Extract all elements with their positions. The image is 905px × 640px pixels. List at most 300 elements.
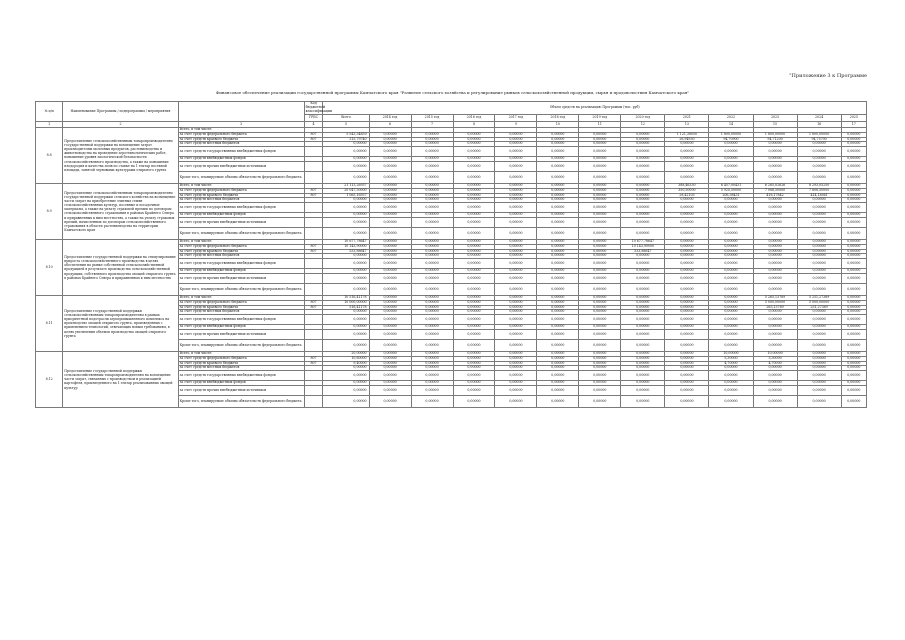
grbs-code [304, 217, 323, 227]
amount-cell: 0,00000 [797, 244, 841, 249]
amount-cell: 0,00000 [537, 305, 579, 310]
amount-cell: 0,00000 [621, 269, 665, 274]
amount-cell: 0,00000 [323, 217, 369, 227]
amount-cell: 0,00000 [753, 385, 797, 395]
amount-cell: 0,00000 [709, 371, 753, 381]
amount-cell: 10 516,41178 [323, 295, 369, 300]
amount-cell: 4,70000 [753, 361, 797, 366]
grbs-code: 807 [304, 249, 323, 254]
amount-cell: 0,00000 [537, 315, 579, 325]
amount-cell: 0,00000 [579, 249, 621, 254]
amount-cell: 0,00000 [709, 142, 753, 147]
amount-cell: 0,00000 [579, 213, 621, 218]
amount-cell: 0,00000 [579, 339, 621, 351]
amount-cell: 0,00000 [369, 198, 411, 203]
funding-source: за счет средств местных бюджетов [178, 310, 304, 315]
amount-cell: 0,00000 [709, 300, 753, 305]
amount-cell: 0,00000 [753, 395, 797, 407]
amount-cell: 1 800,00000 [753, 132, 797, 137]
header-year: 2024 [797, 115, 841, 122]
amount-cell: 0,00000 [665, 381, 709, 386]
amount-cell: 0,00000 [579, 239, 621, 244]
amount-cell: 0,00000 [369, 269, 411, 274]
amount-cell: 0,00000 [537, 183, 579, 188]
amount-cell: 0,00000 [797, 325, 841, 330]
amount-cell: 0,00000 [537, 329, 579, 339]
amount-cell: 0,00000 [495, 171, 537, 183]
header-year: Всего [323, 115, 369, 122]
amount-cell: 0,00000 [709, 310, 753, 315]
amount-cell: 0,00000 [579, 273, 621, 283]
amount-cell: 0,00000 [537, 249, 579, 254]
amount-cell: 0,00000 [495, 239, 537, 244]
amount-cell: 0,00000 [621, 137, 665, 142]
amount-cell: 0,00000 [495, 371, 537, 381]
amount-cell: 0,00000 [369, 254, 411, 259]
amount-cell: 0,00000 [579, 171, 621, 183]
amount-cell: 0,00000 [369, 395, 411, 407]
amount-cell: 0,00000 [841, 305, 866, 310]
funding-source: за счет средств местных бюджетов [178, 142, 304, 147]
grbs-code [304, 339, 323, 351]
measure-name: Предоставление сельскохозяйственным товаропроизводителям государственной поддержки на возмещение затрат производителям молочных продуктов, растениеводства и животноводства на проведение агротехнологических работ, повышение уровня экологической безопасности сельскохозяйственного производства, а также на повышение плодородия и качества почв по ставке на 1 гектар посевной площади, занятой зерновыми культурами открытого грунта [63, 128, 178, 184]
amount-cell: 0,00000 [797, 356, 841, 361]
amount-cell: 0,00000 [709, 171, 753, 183]
header-name: Наименование Программы / подпрограммы / мероприятия [63, 102, 178, 122]
amount-cell: 0,00000 [579, 329, 621, 339]
measure-name: Предоставление государственной поддержки на стимулирование прироста сельскохозяйственного производства в целях обеспечения на рынке собственной сельскохозяйственной продукцией в результате производства сельскохозяйственной продукции, собственного производства овощей открытого грунта в районах Крайнего Севера и приравненных к ним местностях [63, 239, 178, 295]
amount-cell: 0,00000 [323, 371, 369, 381]
amount-cell: 0,00000 [709, 157, 753, 162]
grbs-code [304, 395, 323, 407]
amount-cell: 0,00000 [453, 217, 495, 227]
amount-cell: 0,00000 [753, 259, 797, 269]
amount-cell: 0,00000 [453, 227, 495, 239]
amount-cell: 0,00000 [369, 351, 411, 356]
amount-cell: 0,00000 [665, 203, 709, 213]
amount-cell: 0,00000 [665, 273, 709, 283]
amount-cell: 0,00000 [495, 213, 537, 218]
amount-cell: 0,00000 [579, 157, 621, 162]
amount-cell: 0,00000 [621, 300, 665, 305]
amount-cell: 0,00000 [665, 315, 709, 325]
amount-cell: 10 143,90000 [323, 244, 369, 249]
funding-source: за счет средств прочих внебюджетных источников [178, 385, 304, 395]
amount-cell: 0,00000 [369, 203, 411, 213]
amount-cell: 0,00000 [665, 157, 709, 162]
amount-cell: 94,71200 [753, 137, 797, 142]
amount-cell: 0,00000 [665, 295, 709, 300]
amount-cell: 0,00000 [537, 203, 579, 213]
amount-cell: 0,00000 [579, 183, 621, 188]
amount-cell: 0,00000 [495, 254, 537, 259]
amount-cell: 0,00000 [495, 183, 537, 188]
amount-cell: 0,00000 [495, 381, 537, 386]
amount-cell: 0,00000 [453, 188, 495, 193]
header-amount: Объем средств на реализацию Программы (тыс. руб) [323, 102, 867, 115]
amount-cell: 0,00000 [453, 351, 495, 356]
amount-cell: 0,00000 [665, 395, 709, 407]
amount-cell: 0,00000 [369, 161, 411, 171]
header-year: 2017 год [495, 115, 537, 122]
amount-cell: 0,00000 [495, 157, 537, 162]
amount-cell: 0,00000 [841, 361, 866, 366]
amount-cell: 0,00000 [323, 147, 369, 157]
amount-cell: 0,00000 [753, 157, 797, 162]
grbs-code [304, 371, 323, 381]
amount-cell: 0,00000 [537, 213, 579, 218]
amount-cell: 0,00000 [453, 193, 495, 198]
amount-cell: 0,00000 [369, 356, 411, 361]
amount-cell: 0,00000 [495, 259, 537, 269]
measure-number: 8.8 [36, 128, 63, 184]
amount-cell: 0,00000 [495, 283, 537, 295]
amount-cell: 0,00000 [841, 310, 866, 315]
amount-cell: 0,00000 [411, 147, 453, 157]
amount-cell: 414,18561 [797, 193, 841, 198]
amount-cell: 0,00000 [495, 366, 537, 371]
amount-cell: 533,88647 [621, 249, 665, 254]
amount-cell: 0,00000 [453, 305, 495, 310]
amount-cell: 0,00000 [411, 188, 453, 193]
measure-number: 8.10 [36, 239, 63, 295]
grbs-code: 807 [304, 361, 323, 366]
amount-cell: 0,00000 [369, 366, 411, 371]
amount-cell: 0,00000 [621, 147, 665, 157]
amount-cell: 0,00000 [323, 273, 369, 283]
amount-cell: 315,79740 [323, 137, 369, 142]
amount-cell: 0,00000 [495, 161, 537, 171]
amount-cell: 0,00000 [369, 188, 411, 193]
amount-cell: 0,00000 [753, 339, 797, 351]
amount-cell: 0,00000 [411, 366, 453, 371]
amount-cell: 0,00000 [411, 198, 453, 203]
amount-cell: 0,00000 [411, 213, 453, 218]
amount-cell: 0,00000 [709, 366, 753, 371]
grbs-code: 807 [304, 193, 323, 198]
amount-cell: 0,00000 [537, 283, 579, 295]
funding-source: за счет средств краевого бюджета [178, 249, 304, 254]
amount-cell: 0,00000 [797, 339, 841, 351]
amount-cell: 0,00000 [709, 283, 753, 295]
amount-cell: 0,00000 [797, 361, 841, 366]
amount-cell: 7 808,50000 [797, 188, 841, 193]
amount-cell: 0,00000 [579, 310, 621, 315]
amount-cell: 0,00000 [665, 310, 709, 315]
funding-source: за счет средств федерального бюджета [178, 132, 304, 137]
amount-cell: 10 000,00000 [323, 300, 369, 305]
amount-cell: 533,88647 [323, 249, 369, 254]
amount-cell: 0,00000 [753, 310, 797, 315]
amount-cell: 0,00000 [709, 381, 753, 386]
amount-cell: 0,00000 [369, 217, 411, 227]
amount-cell: 0,00000 [841, 213, 866, 218]
amount-cell: 0,00000 [369, 361, 411, 366]
amount-cell: 5,30000 [753, 356, 797, 361]
header-year: 2023 [753, 115, 797, 122]
amount-cell: 0,00000 [579, 193, 621, 198]
amount-cell: 0,00000 [537, 300, 579, 305]
amount-cell: 0,00000 [621, 132, 665, 137]
amount-cell: 0,00000 [841, 356, 866, 361]
amount-cell: 0,00000 [495, 295, 537, 300]
amount-cell: 0,00000 [753, 142, 797, 147]
amount-cell: 0,00000 [621, 188, 665, 193]
amount-cell: 0,00000 [323, 385, 369, 395]
header-year: 2019 год [579, 115, 621, 122]
amount-cell: 0,00000 [709, 395, 753, 407]
amount-cell: 0,00000 [621, 283, 665, 295]
funding-source: за счет средств государственных внебюджетных фондов [178, 315, 304, 325]
amount-cell: 0,00000 [753, 198, 797, 203]
amount-cell: 0,00000 [621, 325, 665, 330]
amount-cell: 0,00000 [453, 137, 495, 142]
amount-cell: 0,00000 [323, 315, 369, 325]
amount-cell: 0,00000 [841, 259, 866, 269]
funding-source: за счет средств федерального бюджета [178, 244, 304, 249]
amount-cell: 6 457,00431 [709, 183, 753, 188]
funding-source: за счет средств местных бюджетов [178, 366, 304, 371]
amount-cell: 0,00000 [841, 351, 866, 356]
amount-cell: 0,00000 [579, 137, 621, 142]
amount-cell: 0,00000 [495, 132, 537, 137]
amount-cell: 0,00000 [753, 244, 797, 249]
column-number: 17 [841, 122, 866, 128]
amount-cell: 0,00000 [411, 239, 453, 244]
amount-cell: 0,00000 [453, 254, 495, 259]
amount-cell: 0,00000 [369, 325, 411, 330]
amount-cell: 0,00000 [797, 249, 841, 254]
amount-cell: 0,00000 [841, 283, 866, 295]
amount-cell: 0,00000 [495, 249, 537, 254]
amount-cell: 0,00000 [709, 305, 753, 310]
amount-cell: 0,00000 [753, 273, 797, 283]
amount-cell: 0,00000 [369, 300, 411, 305]
amount-cell: 0,00000 [411, 132, 453, 137]
amount-cell: 9,40000 [323, 361, 369, 366]
amount-cell: 0,00000 [579, 227, 621, 239]
amount-cell: 0,00000 [369, 239, 411, 244]
amount-cell: 0,00000 [665, 283, 709, 295]
column-number: 2 [63, 122, 178, 128]
grbs-code: 807 [304, 137, 323, 142]
amount-cell: 0,00000 [411, 183, 453, 188]
amount-cell: 0,00000 [411, 371, 453, 381]
amount-cell: 0,00000 [797, 254, 841, 259]
amount-cell: 0,00000 [579, 366, 621, 371]
amount-cell: 0,00000 [495, 137, 537, 142]
measure-name: Предоставление государственной поддержки сельскохозяйственным товаропроизводителям на возмещение части затрат, связанных с производством и реализацией картофеля, произведенного на 1 гектар реализованных овощей культур [63, 351, 178, 407]
amount-cell: 0,00000 [621, 310, 665, 315]
amount-cell: 0,00000 [537, 193, 579, 198]
grbs-code: 807 [304, 356, 323, 361]
amount-cell: 0,00000 [323, 142, 369, 147]
amount-cell: 0,00000 [453, 161, 495, 171]
amount-cell: 0,00000 [841, 147, 866, 157]
amount-cell: 0,00000 [323, 269, 369, 274]
amount-cell: 0,00000 [411, 249, 453, 254]
grbs-code: 807 [304, 300, 323, 305]
amount-cell: 0,00000 [621, 295, 665, 300]
funding-source: за счет средств краевого бюджета [178, 193, 304, 198]
measure-number: 8.11 [36, 295, 63, 351]
amount-cell: 0,00000 [369, 137, 411, 142]
amount-cell: 0,00000 [411, 193, 453, 198]
amount-cell: 0,00000 [453, 283, 495, 295]
amount-cell: 0,00000 [495, 227, 537, 239]
amount-cell: 0,00000 [411, 351, 453, 356]
amount-cell: 206,38431 [709, 193, 753, 198]
amount-cell: 0,00000 [579, 315, 621, 325]
column-number: 13 [665, 122, 709, 128]
funding-source: Кроме того, планируемые объемы обязательств федерального бюджета [178, 283, 304, 295]
amount-cell: 0,00000 [579, 244, 621, 249]
grbs-code: 807 [304, 244, 323, 249]
amount-cell: 0,00000 [453, 381, 495, 386]
amount-cell: 0,00000 [841, 371, 866, 381]
amount-cell: 10,00000 [709, 351, 753, 356]
amount-cell: 0,00000 [369, 371, 411, 381]
amount-cell: 10,00000 [753, 351, 797, 356]
amount-cell: 0,00000 [537, 259, 579, 269]
amount-cell: 0,00000 [797, 142, 841, 147]
column-number: 5 [323, 122, 369, 128]
header-num: № п/п [36, 102, 63, 122]
amount-cell: 0,00000 [753, 239, 797, 244]
amount-cell: 94,75700 [797, 137, 841, 142]
grbs-code: 807 [304, 188, 323, 193]
amount-cell: 0,00000 [579, 188, 621, 193]
amount-cell: 0,00000 [665, 171, 709, 183]
amount-cell: 0,00000 [621, 381, 665, 386]
amount-cell: 0,00000 [369, 249, 411, 254]
amount-cell: 0,00000 [841, 203, 866, 213]
amount-cell: 0,00000 [537, 361, 579, 366]
header-year: 2021 [665, 115, 709, 122]
amount-cell: 0,00000 [495, 395, 537, 407]
amount-cell: 0,00000 [709, 329, 753, 339]
amount-cell: 0,00000 [537, 325, 579, 330]
amount-cell: 0,00000 [369, 329, 411, 339]
amount-cell: 0,00000 [665, 239, 709, 244]
amount-cell: 0,00000 [537, 273, 579, 283]
amount-cell: 0,00000 [753, 366, 797, 371]
column-number: 6 [369, 122, 411, 128]
amount-cell: 0,00000 [797, 310, 841, 315]
amount-cell: 0,00000 [453, 329, 495, 339]
column-number: 7 [411, 122, 453, 128]
funding-source: за счет средств прочих внебюджетных источников [178, 217, 304, 227]
amount-cell: 0,00000 [411, 203, 453, 213]
funding-source: Всего, в том числе: [178, 128, 304, 133]
amount-cell: 0,00000 [537, 295, 579, 300]
grbs-code [304, 203, 323, 213]
amount-cell: 0,00000 [621, 157, 665, 162]
amount-cell: 0,00000 [709, 315, 753, 325]
amount-cell: 0,00000 [797, 366, 841, 371]
amount-cell: 0,00000 [411, 385, 453, 395]
amount-cell: 0,00000 [537, 188, 579, 193]
amount-cell: 0,00000 [495, 188, 537, 193]
amount-cell: 10 677,78647 [621, 239, 665, 244]
amount-cell: 0,00000 [323, 395, 369, 407]
amount-cell: 0,00000 [797, 198, 841, 203]
funding-source: за счет средств внебюджетных фондов [178, 325, 304, 330]
amount-cell: 0,00000 [453, 300, 495, 305]
amount-cell: 0,00000 [621, 366, 665, 371]
amount-cell: 0,00000 [537, 157, 579, 162]
grbs-code: 807 [304, 305, 323, 310]
amount-cell: 0,00000 [665, 198, 709, 203]
amount-cell: 0,00000 [841, 295, 866, 300]
amount-cell: 0,00000 [579, 300, 621, 305]
amount-cell: 1 800,00000 [797, 132, 841, 137]
amount-cell: 0,00000 [579, 254, 621, 259]
amount-cell: 265,13789 [753, 305, 797, 310]
amount-cell: 0,00000 [411, 339, 453, 351]
amount-cell: 0,00000 [841, 269, 866, 274]
funding-source: за счет средств федерального бюджета [178, 300, 304, 305]
amount-cell: 0,00000 [411, 329, 453, 339]
funding-source: Кроме того, планируемые объемы обязательств федерального бюджета [178, 339, 304, 351]
amount-cell: 0,00000 [369, 381, 411, 386]
amount-cell: 0,00000 [453, 239, 495, 244]
amount-cell: 0,00000 [753, 203, 797, 213]
amount-cell: 0,00000 [369, 310, 411, 315]
amount-cell: 0,00000 [453, 203, 495, 213]
amount-cell: 0,00000 [665, 147, 709, 157]
amount-cell: 0,00000 [665, 356, 709, 361]
amount-cell: 0,00000 [797, 269, 841, 274]
column-number: 10 [537, 122, 579, 128]
amount-cell: 0,00000 [411, 295, 453, 300]
amount-cell: 0,00000 [411, 217, 453, 227]
amount-cell: 0,00000 [453, 147, 495, 157]
amount-cell: 0,00000 [797, 147, 841, 157]
amount-cell: 0,00000 [579, 381, 621, 386]
amount-cell: 0,00000 [621, 315, 665, 325]
amount-cell: 0,00000 [537, 269, 579, 274]
amount-cell: 0,00000 [537, 385, 579, 395]
amount-cell: 0,00000 [369, 315, 411, 325]
amount-cell: 0,00000 [453, 315, 495, 325]
amount-cell: 0,00000 [453, 183, 495, 188]
amount-cell: 0,00000 [841, 339, 866, 351]
amount-cell: 0,00000 [453, 371, 495, 381]
amount-cell: 0,00000 [453, 132, 495, 137]
amount-cell: 0,00000 [797, 395, 841, 407]
amount-cell: 0,00000 [797, 385, 841, 395]
amount-cell: 0,00000 [841, 244, 866, 249]
amount-cell: 0,00000 [537, 239, 579, 244]
amount-cell: 10,60000 [323, 356, 369, 361]
amount-cell: 0,00000 [411, 361, 453, 366]
amount-cell: 0,00000 [709, 273, 753, 283]
amount-cell: 0,00000 [411, 137, 453, 142]
column-number: 11 [579, 122, 621, 128]
amount-cell: 0,00000 [323, 310, 369, 315]
grbs-code [304, 227, 323, 239]
amount-cell: 0,00000 [369, 132, 411, 137]
amount-cell: 7 088,50000 [753, 188, 797, 193]
amount-cell: 0,00000 [495, 339, 537, 351]
amount-cell: 0,00000 [621, 385, 665, 395]
amount-cell: 0,00000 [411, 269, 453, 274]
amount-cell: 0,00000 [411, 305, 453, 310]
amount-cell: 0,00000 [621, 217, 665, 227]
amount-cell: 0,00000 [709, 227, 753, 239]
amount-cell: 0,00000 [453, 273, 495, 283]
